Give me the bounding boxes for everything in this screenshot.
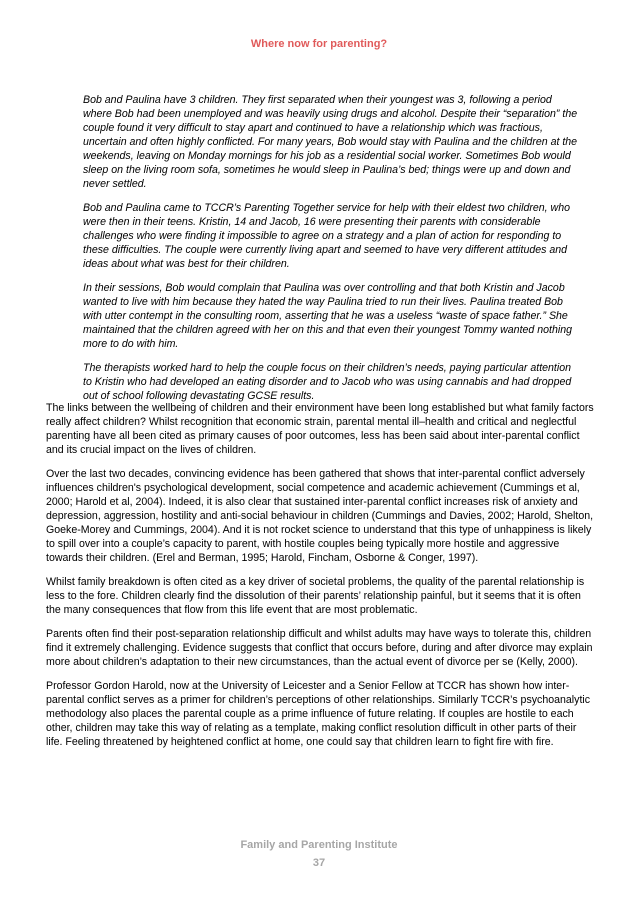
- footer-organization: Family and Parenting Institute: [240, 839, 398, 851]
- case-paragraph: In their sessions, Bob would complain that Paulina was over controlling and that both Kristin and Jacob wanted to live with him because they hated the way Paulina tried to run their lives. Paulina treated Bob with utter contempt in the consulting room, asserting that he was a useless “waste of space father.” She maintained that the children agreed with her on this and that even their youngest Tommy wanted nothing more to do with him.: [83, 282, 572, 350]
- body-text: [46, 401, 594, 759]
- running-header: Where now for parenting?: [250, 38, 388, 50]
- body-paragraph: The links between the wellbeing of children and their environment have been long established but what family factors really affect children? Whilst recognition that economic strain, parental mental ill–health and critical and neglectful parenting have all been cited as primary causes of poor outcomes, less has been said about inter-parental conflict and its crucial impact on the lives of children.: [46, 402, 594, 456]
- case-paragraph: Bob and Paulina came to TCCR’s Parenting Together service for help with their eldest two children, who were then in their teens. Kristin, 14 and Jacob, 16 were presenting their parents with considerable challenges who were finding it impossible to agree on a strategy and a plan of action for responding to these difficulties. The couple were currently living apart and seemed to have very different attitudes and ideas about what was best for their children.: [83, 202, 570, 270]
- page-number: 37: [312, 857, 326, 869]
- body-paragraph: Whilst family breakdown is often cited as a key driver of societal problems, the quality of the parental relationship is less to the fore. Children clearly find the dissolution of their parents’ relationship painful, but it seems that it is often the many consequences that flow from this life event that are most problematic.: [46, 576, 585, 616]
- body-paragraph: Over the last two decades, convincing evidence has been gathered that shows that inter-parental conflict adversely influences children's psychological development, social competence and academic achievement (Cummings et al, 2000; Harold et al, 2004). Indeed, it is also clear that sustained inter-parental conflict increases risk of anxiety and depression, aggression, hostility and anti-social behaviour in children (Cummings and Davies, 2002; Harold, Shelton, Goeke-Morey and Cummings, 2004). And it is not rocket science to understand that this type of unhappiness is likely to spill over into a couple’s capacity to parent, with hostile couples being typically more hostile and aggressive towards their children. (Erel and Berman, 1995; Harold, Fincham, Osborne & Conger, 1997).: [46, 468, 594, 564]
- body-paragraph: Professor Gordon Harold, now at the University of Leicester and a Senior Fellow at TCCR has shown how inter-parental conflict serves as a primer for children’s perceptions of other relationships. Similarly TCCR’s psychoanalytic methodology also places the parental couple as a prime influence of future relating. If couples are hostile to each other, children may take this way of relating as a template, making conflict resolution difficult in other parts of their life. Feeling threatened by heightened conflict at home, one could say that children learn to fight fire with fire.: [46, 680, 591, 748]
- case-paragraph: Bob and Paulina have 3 children. They first separated when their youngest was 3, following a period where Bob had been unemployed and was heavily using drugs and alcohol. Despite their “separation” the couple found it very difficult to stay apart and continued to have a relationship which was fractious, uncertain and often highly conflicted. For many years, Bob would stay with Paulina and the children at the weekends, leaving on Monday mornings for his job as a residential social worker. Sometimes Bob would sleep on the living room sofa, sometimes he would sleep in Paulina’s bed; things were up and down and never settled.: [83, 94, 578, 190]
- case-paragraph: The therapists worked hard to help the couple focus on their children’s needs, paying particular attention to Kristin who had developed an eating disorder and to Jacob who was using cannabis and had dropped out of school following devastating GCSE results.: [83, 362, 572, 402]
- case-study-box: [83, 93, 581, 413]
- body-paragraph: Parents often find their post-separation relationship difficult and whilst adults may have ways to tolerate this, children find it extremely challenging. Evidence suggests that conflict that occurs before, during and after divorce may explain more about children’s adaptation to their new circumstances, than the actual event of divorce per se (Kelly, 2000).: [46, 628, 593, 668]
